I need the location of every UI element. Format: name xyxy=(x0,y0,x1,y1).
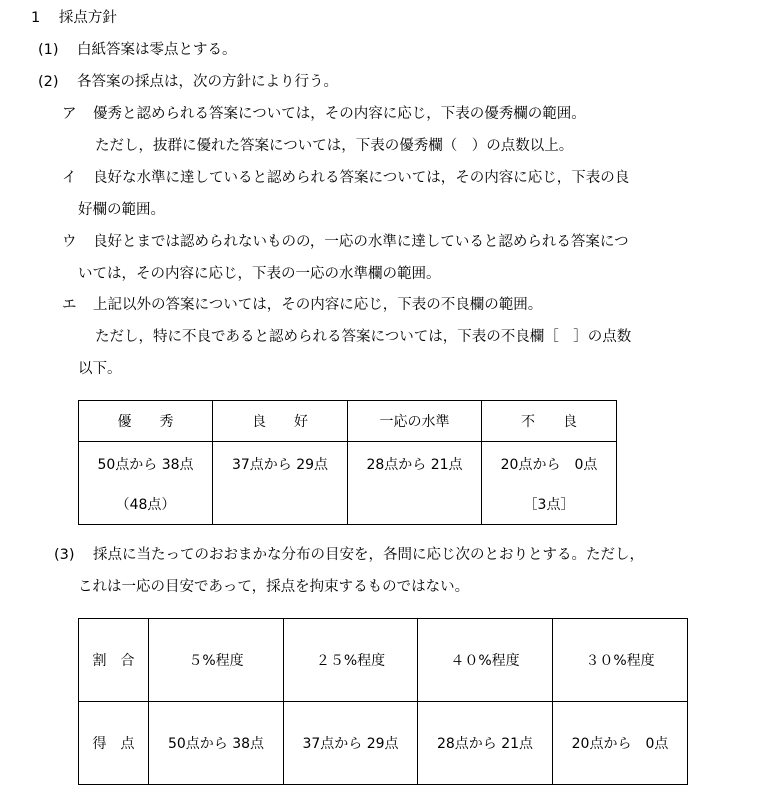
item-a-note: ただし，抜群に優れた答案については，下表の優秀欄（ ）の点数以上。 xyxy=(95,138,574,154)
range-acceptable: 28点から 21点 xyxy=(366,457,463,473)
item-u-line2: いては，その内容に応じ，下表の一応の水準欄の範囲。 xyxy=(78,266,441,282)
section-title: 採点方針 xyxy=(58,10,117,26)
note-poor: ［3点］ xyxy=(523,497,575,513)
item-i xyxy=(62,168,630,188)
ratio-good: ２５%程度 xyxy=(284,619,418,702)
cell-poor xyxy=(482,442,617,525)
item-3-line1: 採点に当たってのおおまかな分布の目安を，各問に応じ次のとおりとする。ただし， xyxy=(93,547,644,563)
item-e xyxy=(62,295,543,315)
item-2-text: 各答案の採点は，次の方針により行う。 xyxy=(77,74,338,90)
header-excellent: 優 秀 xyxy=(79,401,213,442)
header-acceptable: 一応の水準 xyxy=(348,401,482,442)
distribution-ratio-row xyxy=(79,619,688,702)
item-3-label: (3) xyxy=(54,547,75,563)
item-u-line1: 良好とまでは認められないものの，一応の水準に達していると認められる答案につ xyxy=(93,234,629,250)
distribution-score-row xyxy=(79,702,688,785)
header-good: 良 好 xyxy=(213,401,348,442)
item-3-line2: これは一応の目安であって，採点を拘束するものではない。 xyxy=(78,579,470,595)
item-a-label: ア xyxy=(62,106,77,122)
item-i-line1: 良好な水準に達していると認められる答案については，その内容に応じ，下表の良 xyxy=(93,170,630,186)
item-2-label: (2) xyxy=(38,74,59,90)
ratio-poor: ３０%程度 xyxy=(553,619,688,702)
item-e-note-line1: ただし，特に不良であると認められる答案については，下表の不良欄［ ］の点数 xyxy=(95,329,632,345)
item-1-text: 白紙答案は零点とする。 xyxy=(77,42,237,58)
note-excellent: （48点） xyxy=(115,497,176,513)
item-e-text: 上記以外の答案については，その内容に応じ，下表の不良欄の範囲。 xyxy=(93,297,543,313)
range-poor: 20点から 0点 xyxy=(500,457,598,473)
cell-excellent xyxy=(79,442,213,525)
ratio-acceptable: ４０%程度 xyxy=(418,619,553,702)
item-e-note-line2: 以下。 xyxy=(78,361,122,377)
score-poor: 20点から 0点 xyxy=(553,702,688,785)
item-i-line2: 好欄の範囲。 xyxy=(78,202,165,218)
item-e-label: エ xyxy=(62,297,77,313)
item-i-label: イ xyxy=(62,170,77,186)
score-range-table xyxy=(78,400,617,525)
item-1-label: (1) xyxy=(38,42,59,58)
score-table-range-row xyxy=(79,442,617,525)
row-label-score: 得 点 xyxy=(79,702,149,785)
item-a xyxy=(62,104,586,124)
range-good: 37点から 29点 xyxy=(231,457,329,473)
item-a-text: 優秀と認められる答案については，その内容に応じ，下表の優秀欄の範囲。 xyxy=(93,106,586,122)
score-acceptable: 28点から 21点 xyxy=(418,702,553,785)
item-1 xyxy=(38,40,237,60)
section-number: 1 xyxy=(31,10,41,26)
score-excellent: 50点から 38点 xyxy=(149,702,284,785)
row-label-ratio: 割 合 xyxy=(79,619,149,702)
item-u-label: ウ xyxy=(62,234,77,250)
item-u xyxy=(62,232,629,252)
score-table-header-row xyxy=(79,401,617,442)
cell-acceptable xyxy=(348,442,482,525)
ratio-excellent: ５%程度 xyxy=(149,619,284,702)
range-excellent: 50点から 38点 xyxy=(97,457,194,473)
section-heading xyxy=(31,8,117,28)
distribution-table xyxy=(78,618,688,785)
item-2 xyxy=(38,72,338,92)
header-poor: 不 良 xyxy=(482,401,617,442)
item-3 xyxy=(54,545,644,565)
cell-good xyxy=(213,442,348,525)
score-good: 37点から 29点 xyxy=(284,702,418,785)
